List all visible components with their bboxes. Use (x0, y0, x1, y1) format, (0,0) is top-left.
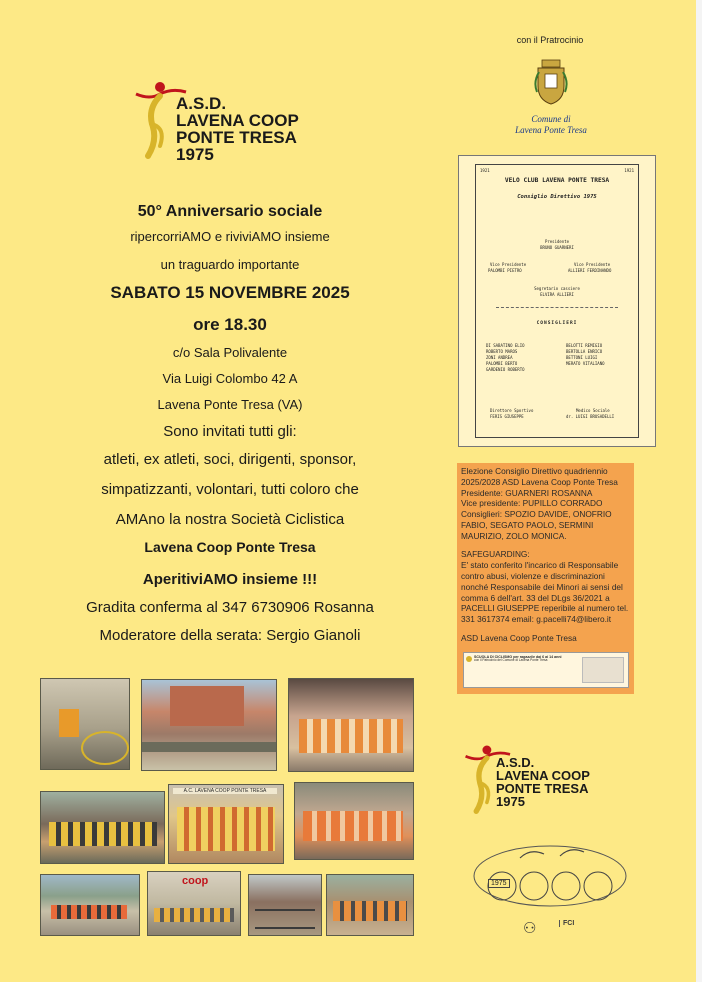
doc-year-right: 1921 (624, 168, 634, 173)
doc-consigliere-r4: MERATO VITALIANO (566, 361, 605, 366)
invited-line: Sono invitati tutti gli: (163, 423, 297, 440)
guests-line2: simpatizzanti, volontari, tutti coloro che (101, 481, 359, 498)
doc-consigliere-r2: BERTOLLA ENRICO (566, 349, 603, 354)
sponsor-logos (582, 657, 624, 683)
doc-divider (496, 307, 618, 308)
photo-coop-store (147, 871, 241, 936)
comune-line1: Comune di (531, 114, 571, 124)
fci-bike-icon: ⚇ (523, 920, 537, 937)
comune-line2: Lavena Ponte Tresa (515, 125, 587, 135)
notice-councillors: Consiglieri: SPOZIO DAVIDE, ONOFRIO FABIO, SEGATO PAOLO, SERMINI MAURIZIO, ZOLO MONICA. (461, 509, 612, 541)
seal-year: 1975 (488, 879, 510, 888)
doc-consiglieri-label: CONSIGLIERI (536, 321, 578, 326)
doc-consigliere-r1: BELOTTI REMIGIO (566, 343, 603, 348)
logo-top-line4: 1975 (176, 145, 214, 164)
logo-top-line3: PONTE TRESA (176, 128, 297, 147)
document-frame (475, 164, 639, 438)
photo-group-kids (288, 678, 414, 772)
notice-president: Presidente: GUARNERI ROSANNA (461, 487, 593, 498)
logo-top-line1: A.S.D. (176, 94, 227, 113)
event-date: SABATO 15 NOVEMBRE 2025 (110, 283, 350, 302)
photo-coop-sign: coop (182, 875, 209, 887)
doc-consigliere-r3: BETTONI LUIGI (566, 355, 598, 360)
photo-building-bikes (141, 679, 277, 771)
doc-year-left: 1921 (480, 168, 490, 173)
school-banner-title: SCUOLA DI CICLISMO per ragazzi/e dai 6 ai 14 anni (474, 655, 562, 659)
cyclists-seal (470, 838, 630, 910)
photo-bikes-parked (248, 874, 322, 936)
doc-vice-label: Vice Presidente (490, 262, 527, 267)
venue-line3: Lavena Ponte Tresa (VA) (157, 397, 303, 412)
logo-bottom-line1: A.S.D. (496, 755, 535, 770)
doc-header: VELO CLUB LAVENA PONTE TRESA (504, 177, 610, 184)
council-notice-box (457, 463, 634, 694)
photo-cyclist-posing (40, 678, 130, 770)
comune-crest-icon (533, 58, 569, 106)
doc-vice2: ALLIERI FERDINANDO (568, 268, 612, 273)
banner-logo-icon (466, 656, 472, 662)
logo-bottom-line4: 1975 (496, 794, 525, 809)
patronage-label: con il Pratrocinio (516, 35, 584, 45)
doc-consigliere-l4: PALOMBI BERTO (486, 361, 518, 366)
doc-medico: dr. LUIGI BRUSADELLI (566, 414, 615, 419)
anniversary-title: 50° Anniversario sociale (137, 203, 323, 220)
photo-riders-group (326, 874, 414, 936)
doc-vice2-label: Vice Presidente (574, 262, 611, 267)
doc-consigliere-l1: DI SABATINO ELIO (486, 343, 525, 348)
confirm-line: Gradita conferma al 347 6730906 Rosanna (86, 599, 374, 616)
doc-consigliere-l5: GARDENIO ROBERTO (486, 367, 525, 372)
doc-subheader: Consiglio Direttivo 1975 (517, 194, 597, 200)
doc-consigliere-l2: ROBERTO MAROS (486, 349, 518, 354)
aperitivo-line: AperitiviAMO insieme !!! (142, 571, 318, 588)
logo-top-line2: LAVENA COOP (176, 111, 299, 130)
doc-presidente: BRUNO GUARNERI (540, 245, 574, 250)
guests-line3: AMAno la nostra Società Ciclistica (115, 511, 345, 528)
doc-ds: FERIS GIUSEPPE (490, 414, 524, 419)
venue-line2: Via Luigi Colombo 42 A (162, 371, 298, 386)
club-logo-top (130, 78, 310, 168)
guests-line1: atleti, ex atleti, soci, dirigenti, sponsor, (103, 451, 357, 468)
photo-banner-sign: A.C. LAVENA COOP PONTE TRESA (173, 788, 277, 794)
fci-logo (523, 917, 593, 939)
doc-consigliere-l3: ZONI ANDREA (486, 355, 513, 360)
venue-line1: c/o Sala Polivalente (172, 345, 288, 360)
logo-bottom-line3: PONTE TRESA (496, 781, 589, 796)
doc-presidente-label: Presidente (544, 239, 570, 244)
doc-medico-label: Medico Sociale (576, 408, 610, 413)
invite-line2: un traguardo importante (160, 257, 300, 272)
page-edge (696, 0, 702, 982)
moderator-line: Moderatore della serata: Sergio Gianoli (99, 627, 361, 644)
photo-team-indoor (294, 782, 414, 860)
photo-team-banner (168, 784, 284, 864)
notice-election: Elezione Consiglio Direttivo quadriennio 2025/2028 ASD Lavena Coop Ponte Tresa (461, 466, 618, 487)
notice-safeguarding-title: SAFEGUARDING: (461, 549, 530, 560)
photo-team-outdoor (40, 791, 165, 864)
doc-segretario: ELVIRA ALLIERI (540, 292, 574, 297)
logo-bottom-line2: LAVENA COOP (496, 768, 590, 783)
invite-line1: ripercorriAMO e riviviAMO insieme (130, 229, 330, 244)
event-time: ore 18.30 (193, 315, 267, 334)
club-logo-bottom (460, 742, 640, 822)
school-banner-sub: con il Patrocinio del Comune di Lavena Ponte Tresa (474, 658, 548, 663)
school-banner (463, 652, 629, 688)
fci-label: FCI (559, 920, 574, 927)
club-name-line: Lavena Coop Ponte Tresa (144, 539, 316, 555)
notice-safeguarding-text: E' stato conferito l'incarico di Responsabile contro abusi, violenze e discriminazioni nonché Responsabile dei Minori ai sensi del comma 6 dell'art. 33 del DLgs 36/2021 a PACELLI GIUSEPPE reperibile al numero tel. 331 3617374 email: g.pacelli74@libero.it (461, 560, 629, 625)
doc-segretario-label: Segretario cassiere (534, 286, 580, 291)
doc-vice: PALOMBI PIETRO (488, 268, 522, 273)
notice-vice: Vice presidente: PUPILLO CORRADO (461, 498, 603, 509)
doc-ds-label: Direttore Sportivo (490, 408, 534, 413)
photo-race-road (40, 874, 140, 936)
notice-signature: ASD Lavena Coop Ponte Tresa (461, 632, 577, 643)
historic-document (458, 155, 656, 447)
